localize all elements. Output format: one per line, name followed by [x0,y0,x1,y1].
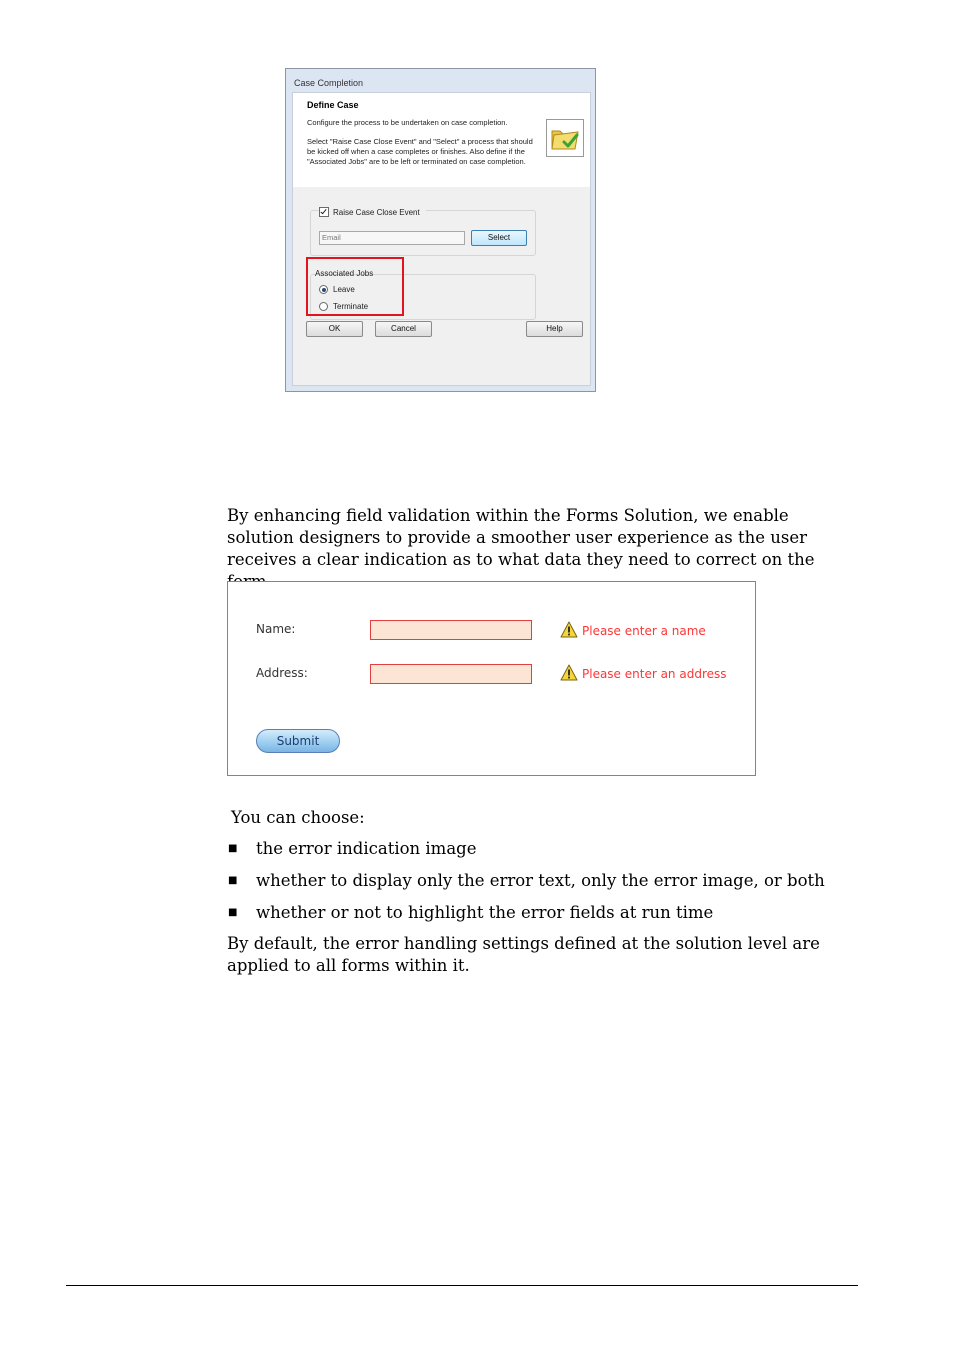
footer-rule [66,1285,858,1286]
raise-event-checkbox-row[interactable] [319,207,426,217]
choice-item: whether to display only the error text, only the error image, or both [256,871,825,890]
choice-item: the error indication image [256,839,477,858]
warning-icon [560,664,578,681]
address-input[interactable] [370,664,532,684]
bullet-icon: ■ [228,875,238,886]
radio-leave[interactable] [319,285,355,294]
radio-leave-button[interactable] [319,285,328,294]
raise-event-checkbox[interactable] [319,207,329,217]
intro-paragraph: By enhancing field validation within the Forms Solution, we enable solution designers to provide a smoother user experience as the user receives a clear indication as to what data they need to correct on the [227,506,815,569]
dialog-heading: Define Case [307,100,359,110]
address-label: Address: [256,666,308,680]
name-input[interactable] [370,620,532,640]
email-input[interactable]: Email [319,231,465,245]
dialog-description-1: Configure the process to be undertaken on case completion. [307,118,508,127]
ok-button[interactable]: OK [306,321,363,337]
radio-terminate-button[interactable] [319,302,328,311]
choose-intro: You can choose: [231,808,365,827]
address-error-text: Please enter an address [582,667,727,681]
help-button[interactable]: Help [526,321,583,337]
dialog-header [293,93,590,187]
bullet-icon: ■ [228,843,238,854]
validation-form-example [227,581,756,776]
associated-jobs-label: Associated Jobs [315,269,374,278]
radio-terminate[interactable] [319,302,368,311]
submit-button[interactable]: Submit [256,729,340,753]
dialog-title: Case Completion [294,78,364,88]
folder-check-icon [546,119,584,157]
closing-paragraph: By default, the error handling settings defined at the solution level are applied to all forms within it. [227,934,820,975]
cancel-button[interactable]: Cancel [375,321,432,337]
radio-leave-label: Leave [333,285,355,294]
dialog-description-2: Select "Raise Case Close Event" and "Select" a process that should be kicked off when a case completes or finishes. Also define if the "Associated Jobs" are to be left or terminated on case completion. [307,137,533,166]
name-error-text: Please enter a name [582,624,706,638]
raise-event-label: Raise Case Close Event [333,207,420,217]
bullet-icon: ■ [228,907,238,918]
warning-icon [560,621,578,638]
radio-terminate-label: Terminate [333,302,369,311]
case-completion-dialog [285,68,596,392]
choice-item: whether or not to highlight the error fields at run time [256,903,714,922]
dialog-panel [292,92,591,386]
name-label: Name: [256,622,296,636]
select-button[interactable]: Select [471,230,527,246]
